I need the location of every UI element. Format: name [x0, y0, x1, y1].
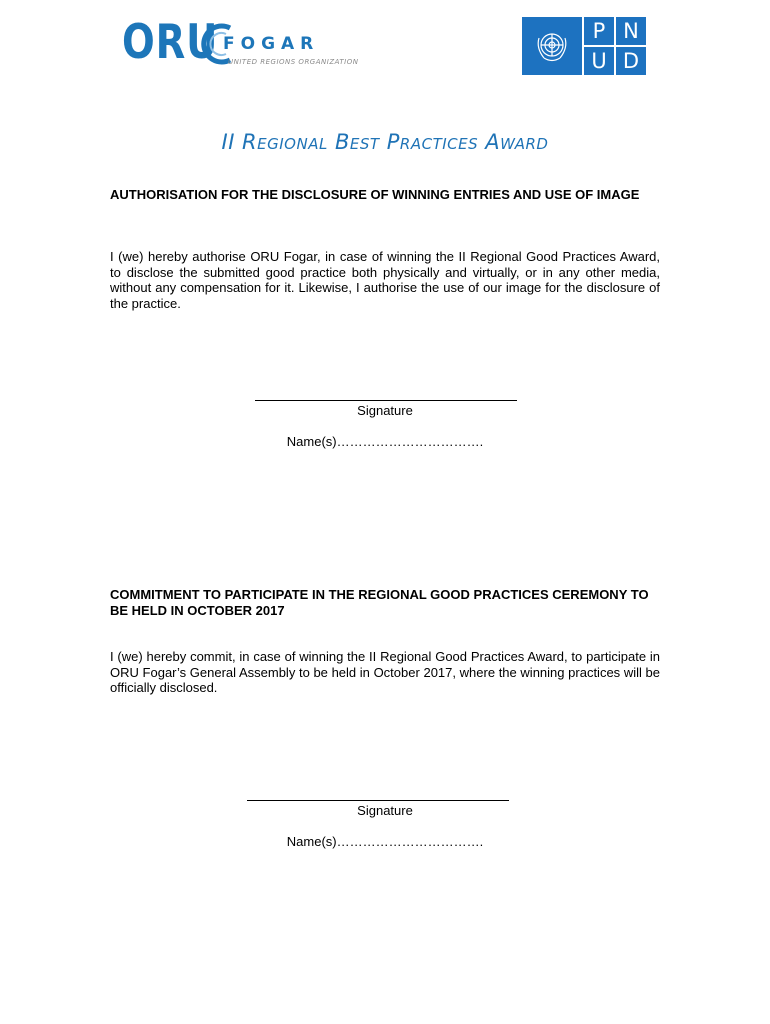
pnud-logo [522, 17, 646, 75]
pnud-letter: P [584, 17, 614, 45]
name-field: Name(s)……………………………. [286, 834, 484, 849]
signature-line [255, 400, 517, 401]
pnud-letter: N [616, 17, 646, 45]
pnud-letter: U [584, 47, 614, 75]
fogar-logo-text: FOGAR [223, 34, 320, 54]
signature-label: Signature [357, 803, 413, 818]
pnud-letter: D [616, 47, 646, 75]
commitment-heading: COMMITMENT TO PARTICIPATE IN THE REGIONAL GOOD PRACTICES CEREMONY TO BE HELD IN OCTOBER 2017 [110, 587, 649, 618]
award-title: II Regional Best Practices Award [221, 130, 549, 154]
signature-line [247, 800, 509, 801]
commitment-paragraph: I (we) hereby commit, in case of winning the II Regional Good Practices Award, to participate in ORU Fogar’s General Assembly to be held in October 2017, where the winning practices will be officially disclosed. [110, 649, 660, 695]
un-emblem-icon [522, 17, 582, 75]
oru-logo-text: ORU [122, 15, 219, 70]
name-field: Name(s)……………………………. [286, 434, 484, 449]
pnud-letters [584, 17, 646, 75]
authorisation-paragraph: I (we) hereby authorise ORU Fogar, in case of winning the II Regional Good Practices Award, to disclose the submitted good practice both physically and virtually, or in any other media, without any compensation for it. Likewise, I authorise the use of our image for the disclosure of the practice. [110, 249, 660, 311]
authorisation-heading: AUTHORISATION FOR THE DISCLOSURE OF WINNING ENTRIES AND USE OF IMAGE [110, 187, 640, 202]
oru-fogar-logo [122, 15, 359, 70]
signature-label: Signature [357, 403, 413, 418]
fogar-tagline: UNITED REGIONS ORGANIZATION [228, 58, 359, 66]
